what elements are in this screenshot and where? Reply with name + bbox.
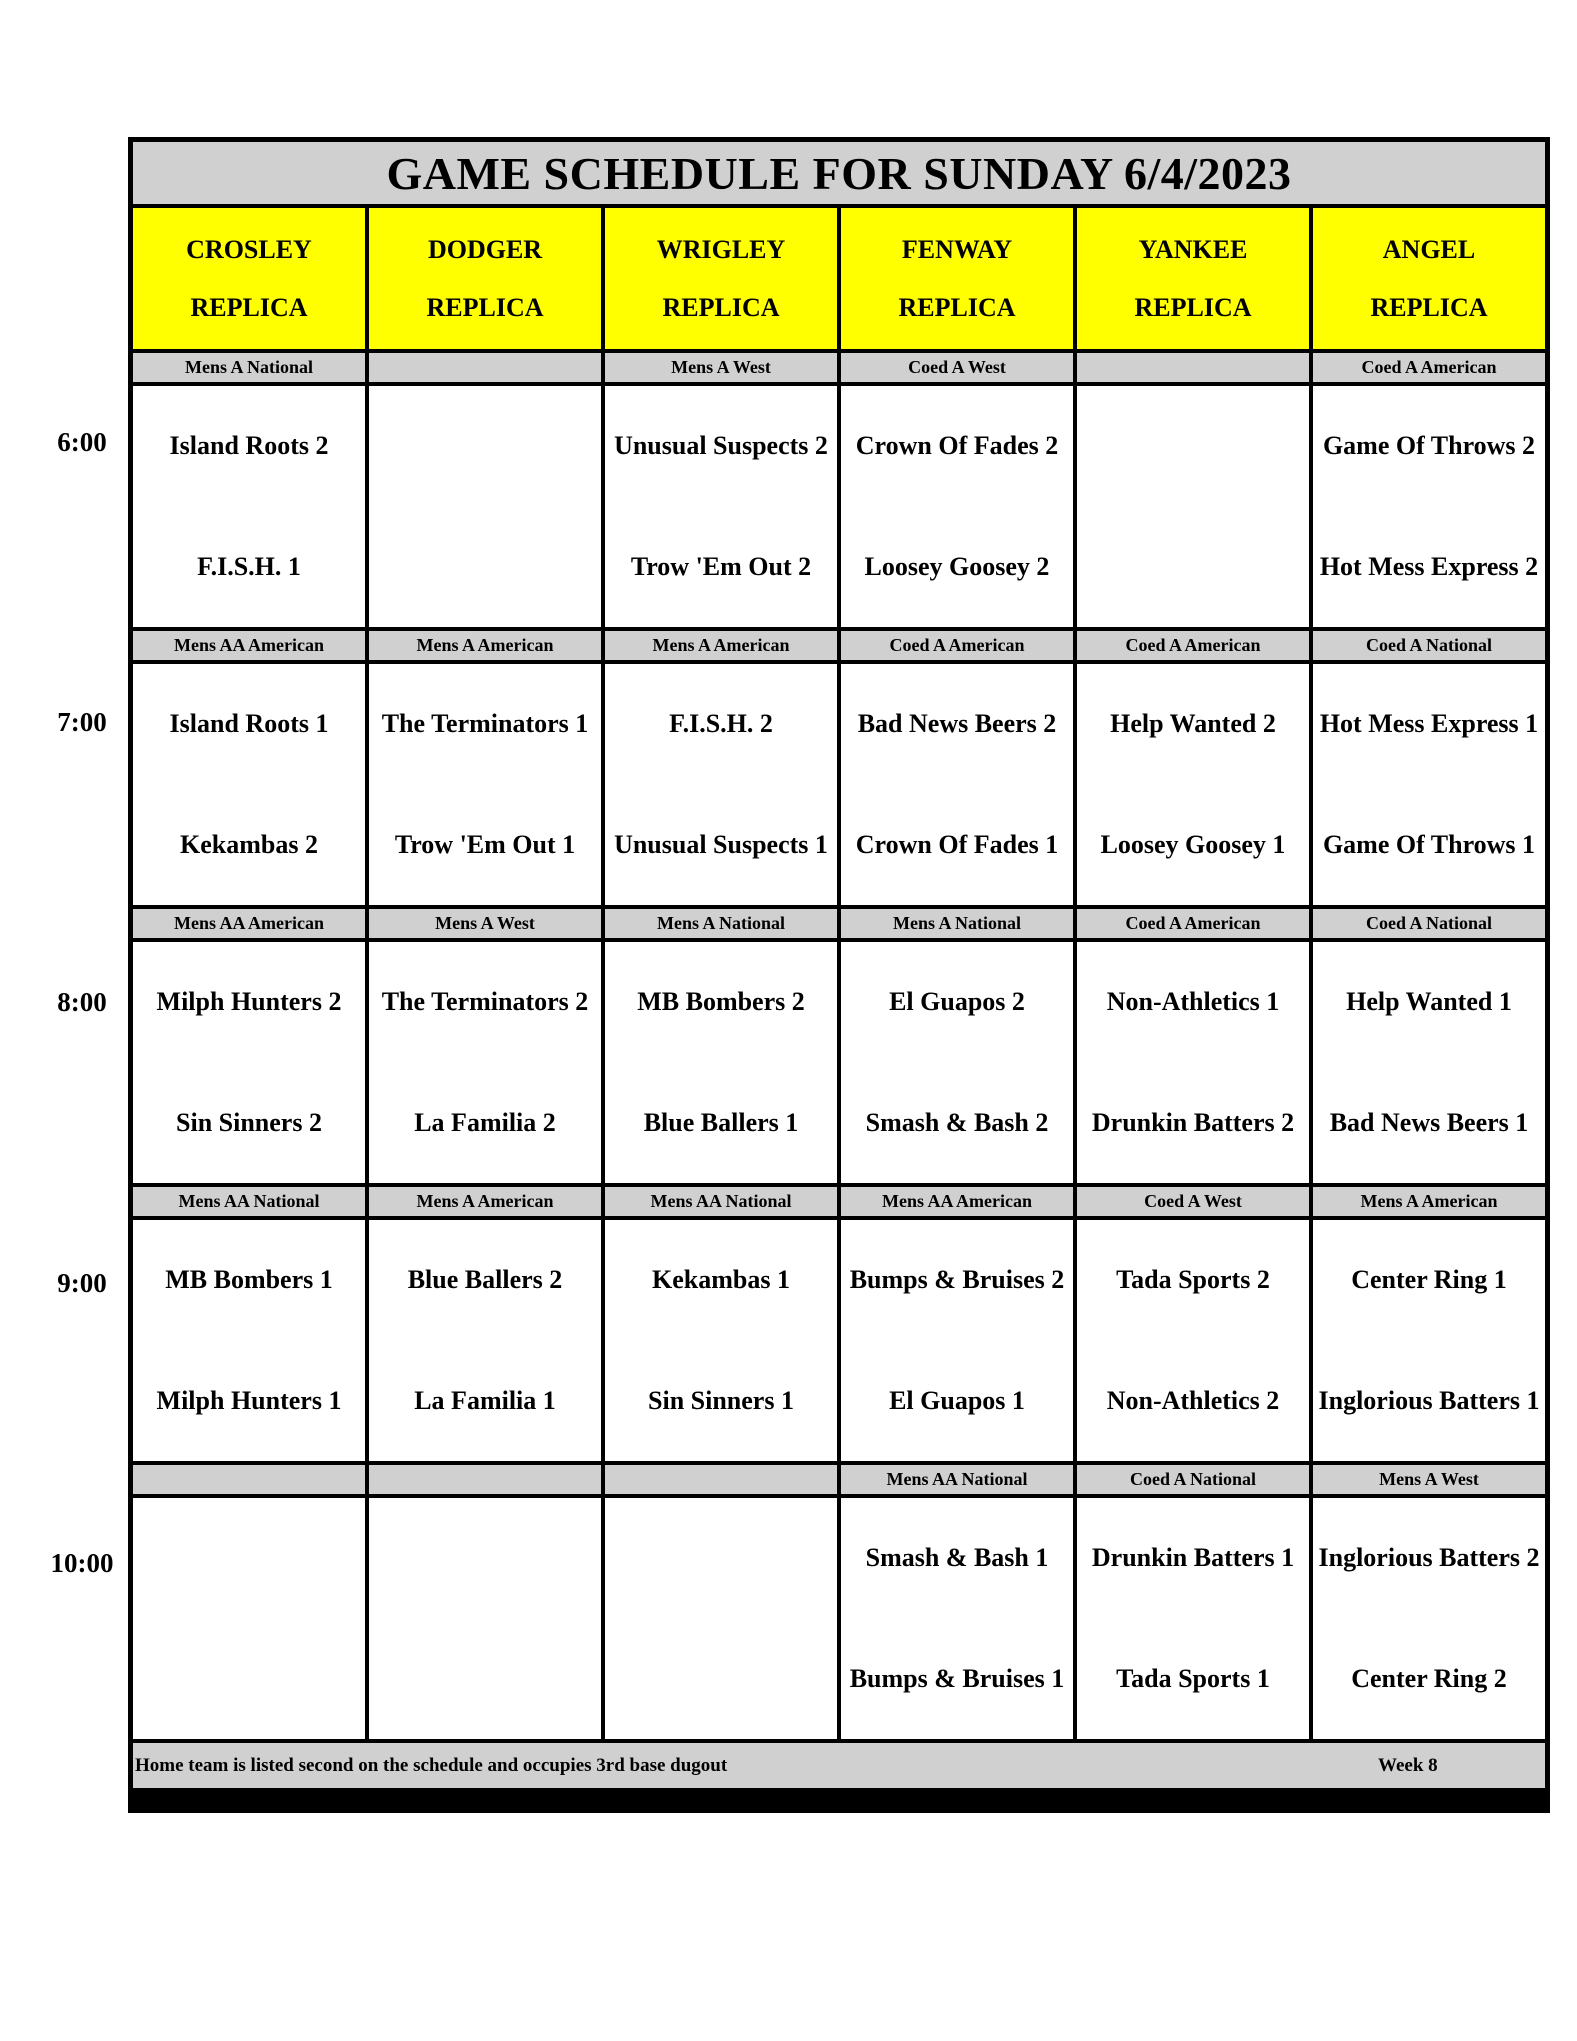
time-label-6pm: 6:00 bbox=[57, 427, 107, 457]
home-team: Smash & Bash 2 bbox=[865, 1107, 1049, 1137]
game-cell bbox=[841, 1498, 1073, 1739]
game-cell bbox=[1077, 386, 1309, 627]
home-team: Tada Sports 1 bbox=[1116, 1663, 1270, 1693]
away-team: Smash & Bash 1 bbox=[865, 1543, 1049, 1572]
away-team: Kekambas 1 bbox=[652, 1265, 790, 1294]
game-cell bbox=[605, 386, 837, 627]
division-label bbox=[605, 1465, 837, 1494]
division-label: Mens A National bbox=[605, 909, 837, 938]
field-type: REPLICA bbox=[426, 292, 544, 322]
away-team: Help Wanted 1 bbox=[1346, 987, 1512, 1016]
away-team bbox=[605, 1498, 837, 1619]
time-label-7pm: 7:00 bbox=[57, 707, 107, 737]
away-team: Island Roots 2 bbox=[169, 431, 329, 460]
home-team: Loosey Goosey 2 bbox=[864, 551, 1050, 581]
away-team: Game Of Throws 2 bbox=[1322, 431, 1536, 460]
field-header-yankee bbox=[1077, 208, 1309, 349]
game-cell bbox=[1313, 386, 1545, 627]
home-team: Kekambas 2 bbox=[180, 829, 318, 859]
division-label: Mens AA American bbox=[133, 909, 365, 938]
home-team bbox=[1077, 507, 1309, 628]
division-label bbox=[369, 353, 601, 382]
home-team: El Guapos 1 bbox=[889, 1385, 1025, 1415]
away-team: MB Bombers 2 bbox=[637, 987, 805, 1016]
home-team: Trow 'Em Out 1 bbox=[394, 829, 576, 859]
game-cell bbox=[841, 942, 1073, 1183]
division-label: Coed A West bbox=[841, 353, 1073, 382]
home-team: Unusual Suspects 1 bbox=[614, 829, 828, 859]
field-type: REPLICA bbox=[1370, 292, 1488, 322]
division-label: Coed A American bbox=[1077, 909, 1309, 938]
away-team: Tada Sports 2 bbox=[1116, 1265, 1270, 1294]
game-cell bbox=[1313, 942, 1545, 1183]
away-team: Inglorious Batters 2 bbox=[1318, 1543, 1540, 1572]
field-type: REPLICA bbox=[898, 292, 1016, 322]
home-team: Center Ring 2 bbox=[1351, 1663, 1507, 1693]
game-cell bbox=[841, 1220, 1073, 1461]
home-team bbox=[133, 1619, 365, 1740]
schedule-table bbox=[128, 137, 1550, 1813]
game-cell bbox=[369, 942, 601, 1183]
game-cell bbox=[133, 1498, 365, 1739]
game-cell bbox=[133, 1220, 365, 1461]
game-cell bbox=[133, 942, 365, 1183]
division-label: Coed A West bbox=[1077, 1187, 1309, 1216]
division-label: Mens AA National bbox=[605, 1187, 837, 1216]
away-team: Crown Of Fades 2 bbox=[855, 431, 1059, 460]
division-label: Coed A National bbox=[1313, 631, 1545, 660]
field-type: REPLICA bbox=[1134, 292, 1252, 322]
game-cell bbox=[1313, 1220, 1545, 1461]
field-name: CROSLEY bbox=[186, 234, 312, 264]
division-label: Mens A American bbox=[605, 631, 837, 660]
home-team: Blue Ballers 1 bbox=[643, 1107, 799, 1137]
home-team: Non-Athletics 2 bbox=[1106, 1385, 1280, 1415]
home-team: La Familia 2 bbox=[414, 1107, 556, 1137]
home-team: Drunkin Batters 2 bbox=[1091, 1107, 1295, 1137]
home-team: Bumps & Bruises 1 bbox=[849, 1663, 1065, 1693]
time-label-10pm: 10:00 bbox=[50, 1548, 114, 1578]
game-cell bbox=[605, 1220, 837, 1461]
field-name: FENWAY bbox=[901, 234, 1013, 264]
away-team: Hot Mess Express 1 bbox=[1319, 709, 1539, 738]
field-type: REPLICA bbox=[662, 292, 780, 322]
division-label: Coed A National bbox=[1313, 909, 1545, 938]
game-cell bbox=[1077, 1220, 1309, 1461]
home-team: Inglorious Batters 1 bbox=[1318, 1385, 1540, 1415]
game-cell bbox=[369, 1498, 601, 1739]
away-team bbox=[133, 1498, 365, 1619]
division-label: Coed A National bbox=[1077, 1465, 1309, 1494]
division-label bbox=[1077, 353, 1309, 382]
game-cell bbox=[133, 386, 365, 627]
home-team: Milph Hunters 1 bbox=[156, 1385, 342, 1415]
division-label: Mens A National bbox=[841, 909, 1073, 938]
away-team: Unusual Suspects 2 bbox=[614, 431, 828, 460]
game-cell bbox=[841, 386, 1073, 627]
away-team: Center Ring 1 bbox=[1351, 1265, 1507, 1294]
away-team: F.I.S.H. 2 bbox=[669, 709, 773, 738]
away-team bbox=[369, 1498, 601, 1619]
away-team: MB Bombers 1 bbox=[165, 1265, 333, 1294]
home-team: Hot Mess Express 2 bbox=[1319, 551, 1539, 581]
division-label: Mens A West bbox=[369, 909, 601, 938]
home-team: F.I.S.H. 1 bbox=[197, 551, 301, 581]
division-label: Coed A American bbox=[1077, 631, 1309, 660]
away-team: The Terminators 1 bbox=[381, 709, 589, 738]
division-label: Mens A American bbox=[369, 631, 601, 660]
away-team: Milph Hunters 2 bbox=[156, 987, 342, 1016]
footer-note: Home team is listed second on the schedule and occupies 3rd base dugout bbox=[135, 1754, 728, 1776]
division-label bbox=[369, 1465, 601, 1494]
division-label: Mens AA National bbox=[133, 1187, 365, 1216]
game-cell bbox=[1313, 664, 1545, 905]
field-header-dodger bbox=[369, 208, 601, 349]
home-team bbox=[369, 507, 601, 628]
home-team: Loosey Goosey 1 bbox=[1100, 829, 1286, 859]
schedule-footer bbox=[133, 1743, 1545, 1788]
game-cell bbox=[605, 942, 837, 1183]
game-cell bbox=[369, 664, 601, 905]
schedule-title: GAME SCHEDULE FOR SUNDAY 6/4/2023 bbox=[133, 142, 1545, 204]
game-cell bbox=[1077, 942, 1309, 1183]
field-type: REPLICA bbox=[190, 292, 308, 322]
division-label: Mens AA American bbox=[841, 1187, 1073, 1216]
field-name: ANGEL bbox=[1382, 234, 1476, 264]
division-label: Coed A American bbox=[1313, 353, 1545, 382]
game-cell bbox=[369, 386, 601, 627]
away-team bbox=[1077, 386, 1309, 507]
field-name: WRIGLEY bbox=[656, 234, 786, 264]
time-label-8pm: 8:00 bbox=[57, 987, 107, 1017]
away-team: Help Wanted 2 bbox=[1110, 709, 1276, 738]
home-team: Game Of Throws 1 bbox=[1322, 829, 1536, 859]
away-team bbox=[369, 386, 601, 507]
division-label: Mens AA American bbox=[133, 631, 365, 660]
division-label: Mens A American bbox=[369, 1187, 601, 1216]
away-team: El Guapos 2 bbox=[889, 987, 1025, 1016]
home-team: Bad News Beers 1 bbox=[1329, 1107, 1529, 1137]
division-label: Coed A American bbox=[841, 631, 1073, 660]
home-team: Sin Sinners 1 bbox=[648, 1385, 794, 1415]
division-label: Mens A National bbox=[133, 353, 365, 382]
game-cell bbox=[1077, 664, 1309, 905]
home-team: Crown Of Fades 1 bbox=[855, 829, 1059, 859]
division-label: Mens A West bbox=[1313, 1465, 1545, 1494]
division-label: Mens A West bbox=[605, 353, 837, 382]
home-team: La Familia 1 bbox=[414, 1385, 556, 1415]
game-cell bbox=[369, 1220, 601, 1461]
game-cell bbox=[1077, 1498, 1309, 1739]
away-team: Blue Ballers 2 bbox=[407, 1265, 563, 1294]
game-cell bbox=[605, 1498, 837, 1739]
field-name: DODGER bbox=[427, 234, 543, 264]
home-team: Trow 'Em Out 2 bbox=[630, 551, 812, 581]
away-team: Drunkin Batters 1 bbox=[1091, 1543, 1295, 1572]
game-cell bbox=[1313, 1498, 1545, 1739]
field-name: YANKEE bbox=[1138, 234, 1248, 264]
game-cell bbox=[605, 664, 837, 905]
field-header-wrigley bbox=[605, 208, 837, 349]
home-team bbox=[605, 1619, 837, 1740]
week-label: Week 8 bbox=[1378, 1754, 1438, 1776]
division-label: Mens AA National bbox=[841, 1465, 1073, 1494]
division-label bbox=[133, 1465, 365, 1494]
field-header-crosley bbox=[133, 208, 365, 349]
home-team bbox=[369, 1619, 601, 1740]
field-header-angel bbox=[1313, 208, 1545, 349]
away-team: Island Roots 1 bbox=[169, 709, 329, 738]
away-team: Bad News Beers 2 bbox=[857, 709, 1057, 738]
home-team: Sin Sinners 2 bbox=[176, 1107, 322, 1137]
field-header-fenway bbox=[841, 208, 1073, 349]
game-cell bbox=[841, 664, 1073, 905]
game-cell bbox=[133, 664, 365, 905]
away-team: The Terminators 2 bbox=[381, 987, 589, 1016]
away-team: Non-Athletics 1 bbox=[1106, 987, 1280, 1016]
division-label: Mens A American bbox=[1313, 1187, 1545, 1216]
away-team: Bumps & Bruises 2 bbox=[849, 1265, 1065, 1294]
time-label-9pm: 9:00 bbox=[57, 1268, 107, 1298]
